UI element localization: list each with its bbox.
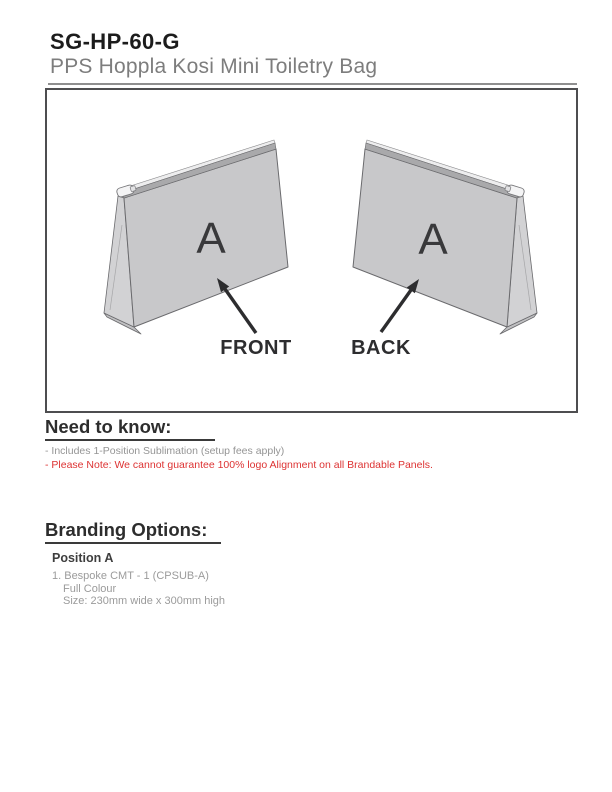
need-to-know-list xyxy=(45,444,433,472)
product-code-title: SG-HP-60-G xyxy=(50,29,180,54)
need-to-know-heading: Need to know: xyxy=(45,417,215,441)
back-label: BACK xyxy=(351,337,411,359)
product-name-subtitle: PPS Hoppla Kosi Mini Toiletry Bag xyxy=(50,55,378,78)
branding-position-name: Position A xyxy=(52,551,114,565)
back-position-letter: A xyxy=(418,215,448,264)
branding-detail-size: Size: 230mm wide x 300mm high xyxy=(63,595,226,607)
branding-detail-method: 1. Bespoke CMT - 1 (CPSUB-A) xyxy=(52,570,209,582)
branding-position-block xyxy=(52,551,225,608)
branding-detail-colour: Full Colour xyxy=(63,582,117,595)
need-to-know-item: - Includes 1-Position Sublimation (setup fees apply) xyxy=(45,445,285,457)
title-divider xyxy=(48,83,577,85)
branding-options-heading: Branding Options: xyxy=(45,520,221,544)
back-arrow xyxy=(381,279,419,332)
need-to-know-warning: - Please Note: We cannot guarantee 100% logo Alignment on all Brandable Panels. xyxy=(45,459,433,471)
front-position-letter: A xyxy=(196,214,226,263)
product-diagram-frame xyxy=(45,88,578,413)
front-label: FRONT xyxy=(220,337,292,359)
bag-diagram xyxy=(47,90,576,411)
